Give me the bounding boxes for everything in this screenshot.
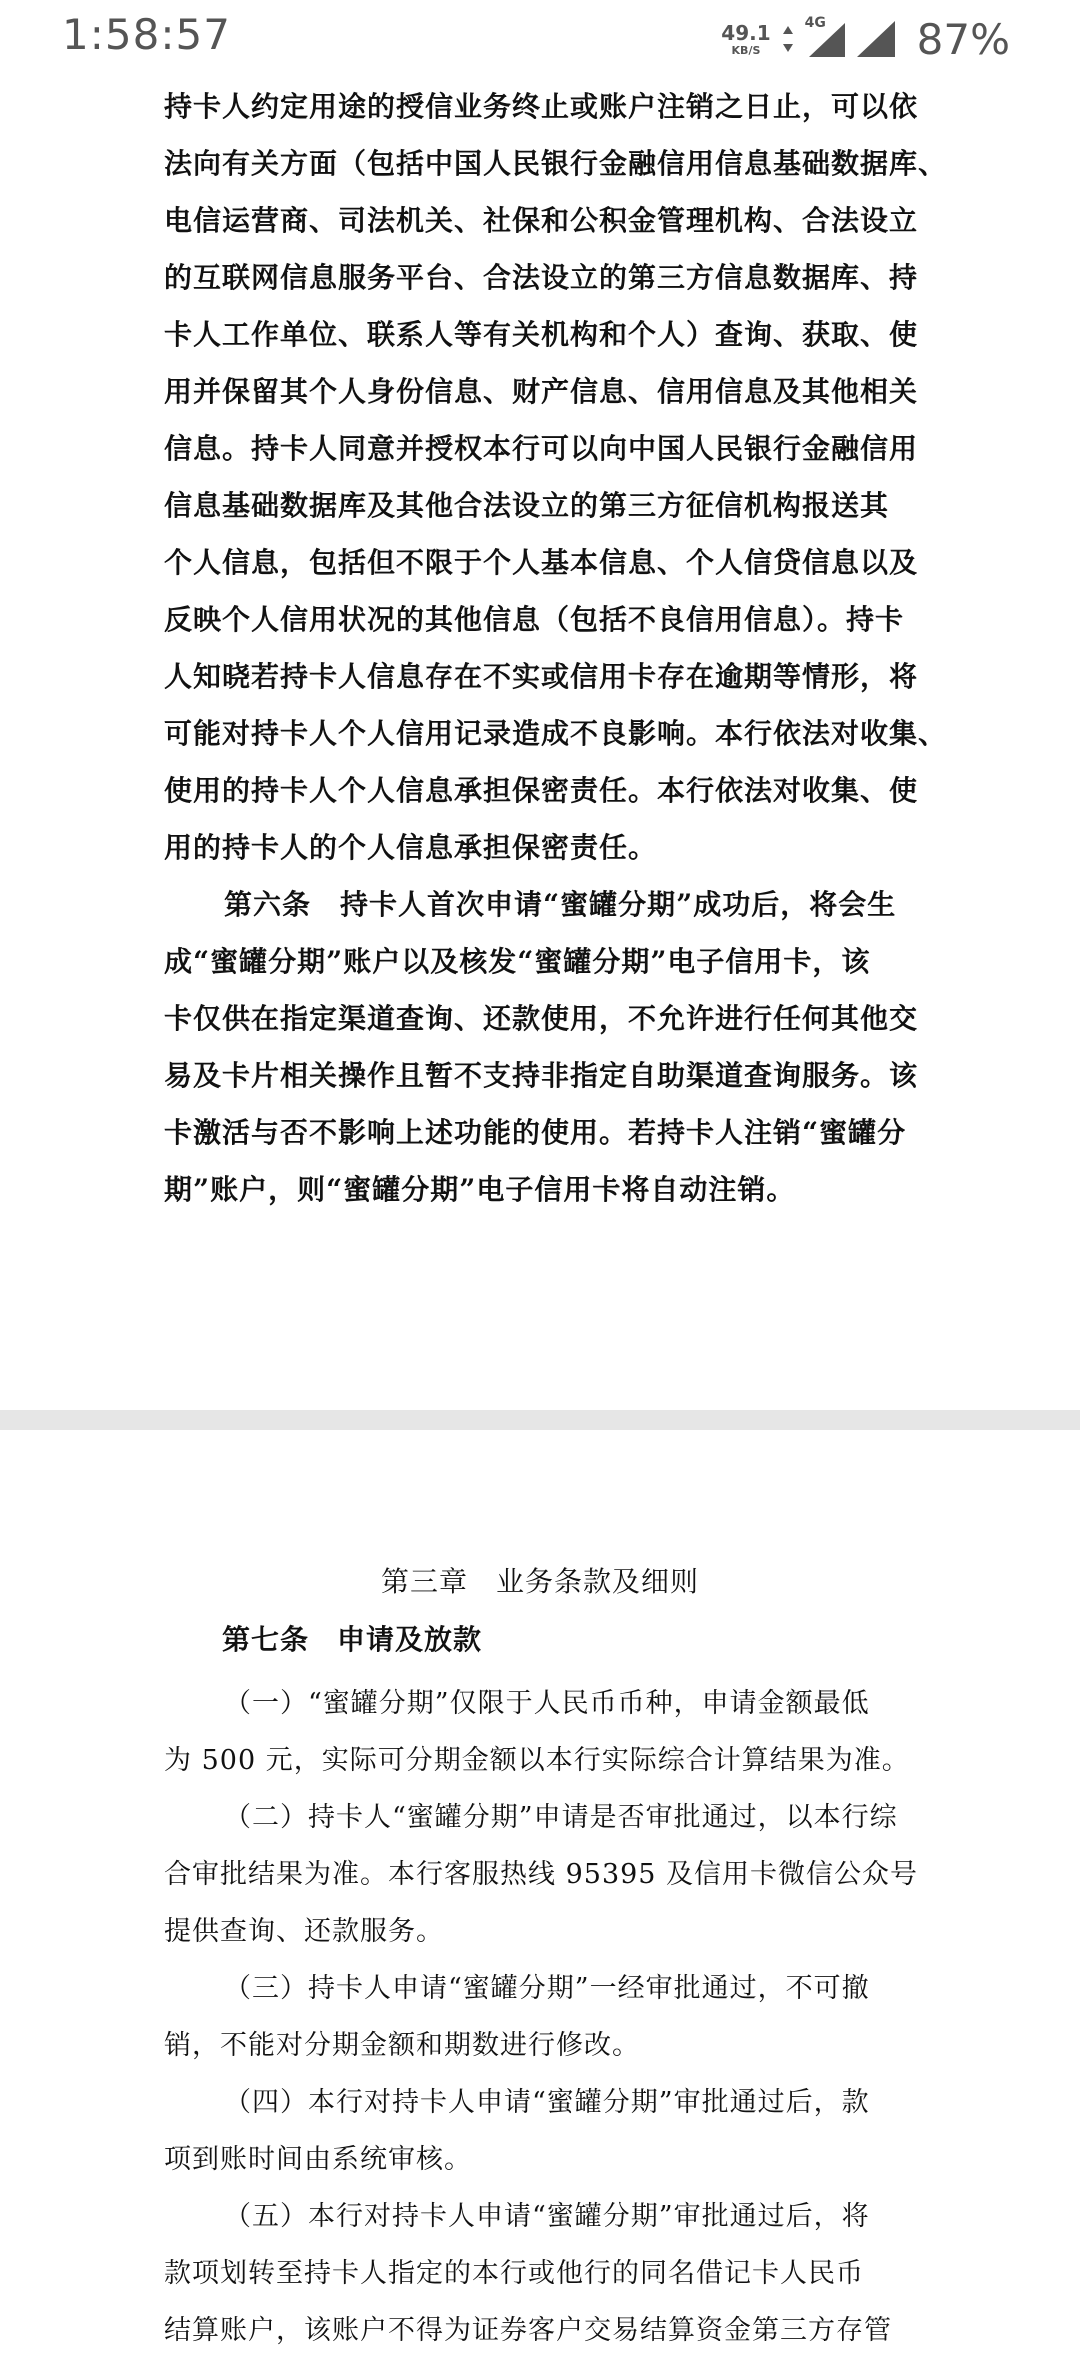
text-line: 个人信息，包括但不限于个人基本信息、个人信贷信息以及 [164,546,919,579]
chapter-number: 第三章 [380,1565,468,1598]
text-line: 反映个人信用状况的其他信息（包括不良信用信息）。持卡 [164,603,905,636]
text-line: 持卡人约定用途的授信业务终止或账户注销之日止，可以依 [164,90,919,123]
text-line: 易及卡片相关操作且暂不支持非指定自助渠道查询服务。该 [164,1059,919,1092]
text-line: 信息基础数据库及其他合法设立的第三方征信机构报送其 [164,489,890,522]
network-speed [721,20,771,57]
signal-4g-icon [803,15,847,59]
text-line: 卡仅供在指定渠道查询、还款使用，不允许进行任何其他交 [164,1002,919,1035]
text-line: 成“蜜罐分期”账户以及核发“蜜罐分期”电子信用卡，该 [164,945,871,978]
article-title [222,1618,482,1662]
text-line: 电信运营商、司法机关、社保和公积金管理机构、合法设立 [164,204,919,237]
text-line: 销，不能对分期金额和期数进行修改。 [164,2030,640,2061]
data-transfer-icon [781,24,795,54]
status-bar [0,0,1080,78]
text-line: 用并保留其个人身份信息、财产信息、信用信息及其他相关 [164,375,919,408]
article-number: 第七条 [222,1623,310,1656]
text-line: （四）本行对持卡人申请“蜜罐分期”审批通过后，款 [224,2087,870,2118]
text-line: 的互联网信息服务平台、合法设立的第三方信息数据库、持 [164,261,919,294]
text-line: 信息。持卡人同意并授权本行可以向中国人民银行金融信用 [164,432,919,465]
status-time: 1:58:57 [62,10,231,59]
document-page-2 [164,1675,944,2359]
status-indicators [721,14,1010,64]
text-line: 第六条 持卡人首次申请“蜜罐分期”成功后，将会生 [224,888,897,921]
text-line: （五）本行对持卡人申请“蜜罐分期”审批通过后，将 [224,2201,870,2232]
page-separator [0,1410,1080,1430]
network-type-label: 4G [804,15,826,31]
text-line: 款项划转至持卡人指定的本行或他行的同名借记卡人民币 [164,2258,864,2289]
document-page-1 [164,78,948,1218]
text-line: 项到账时间由系统审核。 [164,2144,472,2175]
text-line: （二）持卡人“蜜罐分期”申请是否审批通过，以本行综 [224,1802,898,1833]
text-line: （三）持卡人申请“蜜罐分期”一经审批通过，不可撤 [224,1973,870,2004]
text-line: 结算账户，该账户不得为证券客户交易结算资金第三方存管 [164,2315,892,2346]
chapter-title [0,1560,1080,1604]
signal-strength-icon [853,19,897,59]
article-name: 申请及放款 [337,1623,483,1656]
battery-percent: 87% [916,14,1010,64]
text-line: 人知晓若持卡人信息存在不实或信用卡存在逾期等情形，将 [164,660,919,693]
text-line: 提供查询、还款服务。 [164,1916,444,1947]
text-line: 期”账户，则“蜜罐分期”电子信用卡将自动注销。 [164,1173,796,1206]
text-line: 法向有关方面（包括中国人民银行金融信用信息基础数据库、 [164,147,948,180]
text-line: 使用的持卡人个人信息承担保密责任。本行依法对收集、使 [164,774,919,807]
chapter-name: 业务条款及细则 [496,1565,700,1598]
text-line: （一）“蜜罐分期”仅限于人民币币种，申请金额最低 [224,1688,870,1719]
network-speed-value: 49.1 [721,20,771,45]
text-line: 合审批结果为准。本行客服热线 95395 及信用卡微信公众号 [164,1859,919,1890]
network-speed-unit: KB/S [731,43,761,57]
text-line: 卡激活与否不影响上述功能的使用。若持卡人注销“蜜罐分 [164,1116,907,1149]
text-line: 可能对持卡人个人信用记录造成不良影响。本行依法对收集、 [164,717,948,750]
text-line: 用的持卡人的个人信息承担保密责任。 [164,831,658,864]
text-line: 卡人工作单位、联系人等有关机构和个人）查询、获取、使 [164,318,919,351]
text-line: 为 500 元，实际可分期金额以本行实际综合计算结果为准。 [164,1745,910,1776]
